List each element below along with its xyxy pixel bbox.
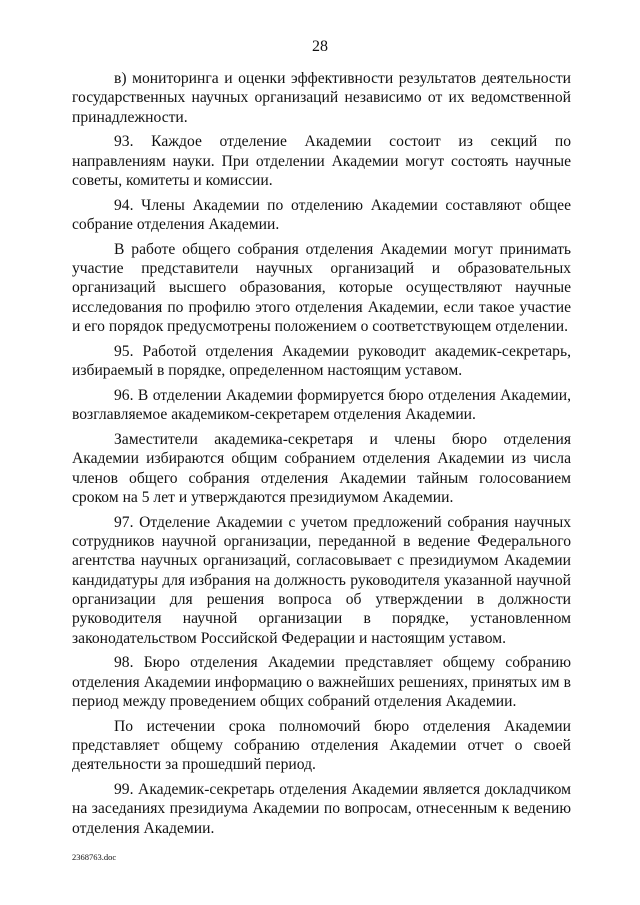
- paragraph-98: 98. Бюро отделения Академии представляет общему собранию отделения Академии информацию о важнейших решениях, принятых им в период между проведением общих собраний отделения Академии.: [72, 654, 571, 710]
- paragraph-97: 97. Отделение Академии с учетом предложений собрания научных сотрудников научной организации, переданной в ведение Федерального агентства научных организаций, согласовывает с президиумом Академии кандидатуры для избрания на должность руководителя указанной научной организации для решения вопроса об утверждении в должности руководителя научной организации в порядке, установленном законодательством Российской Федерации и настоящим уставом.: [72, 513, 571, 647]
- paragraph-96: 96. В отделении Академии формируется бюро отделения Академии, возглавляемое академиком-секретарем отделения Академии.: [72, 386, 571, 424]
- document-body: [72, 69, 571, 838]
- paragraph-99: 99. Академик-секретарь отделения Академии является докладчиком на заседаниях президиума Академии по вопросам, отнесенным к ведению отделения Академии.: [72, 781, 571, 837]
- paragraph-93: 93. Каждое отделение Академии состоит из секций по направлениям науки. При отделении Академии могут состоять научные советы, комитеты и комиссии.: [72, 133, 571, 189]
- footer-filename: 2368763.doc: [72, 852, 117, 862]
- paragraph-94: 94. Члены Академии по отделению Академии составляют общее собрание отделения Академии.: [72, 196, 571, 234]
- paragraph-item-v: в) мониторинга и оценки эффективности результатов деятельности государственных научных организаций независимо от их ведомственной принадлежности.: [72, 70, 571, 126]
- paragraph-95: 95. Работой отделения Академии руководит академик-секретарь, избираемый в порядке, определенном настоящим уставом.: [72, 342, 571, 380]
- paragraph-98-report: По истечении срока полномочий бюро отделения Академии представляет общему собранию отделения Академии отчет о своей деятельности за прошедший период.: [72, 717, 571, 774]
- paragraph-94-general-meeting: В работе общего собрания отделения Академии могут принимать участие представители научных организаций и образовательных организаций высшего образования, которые осуществляют научные исследования по профилю этого отделения Академии, если такое участие и его порядок предусмотрены положением о соответствующем отделении.: [72, 240, 571, 336]
- paragraph-96-deputies: Заместители академика-секретаря и члены бюро отделения Академии избираются общим собранием отделения Академии из числа членов общего собрания отделения Академии тайным голосованием сроком на 5 лет и утверждаются президиумом Академии.: [72, 431, 571, 506]
- page-number: 28: [312, 38, 328, 55]
